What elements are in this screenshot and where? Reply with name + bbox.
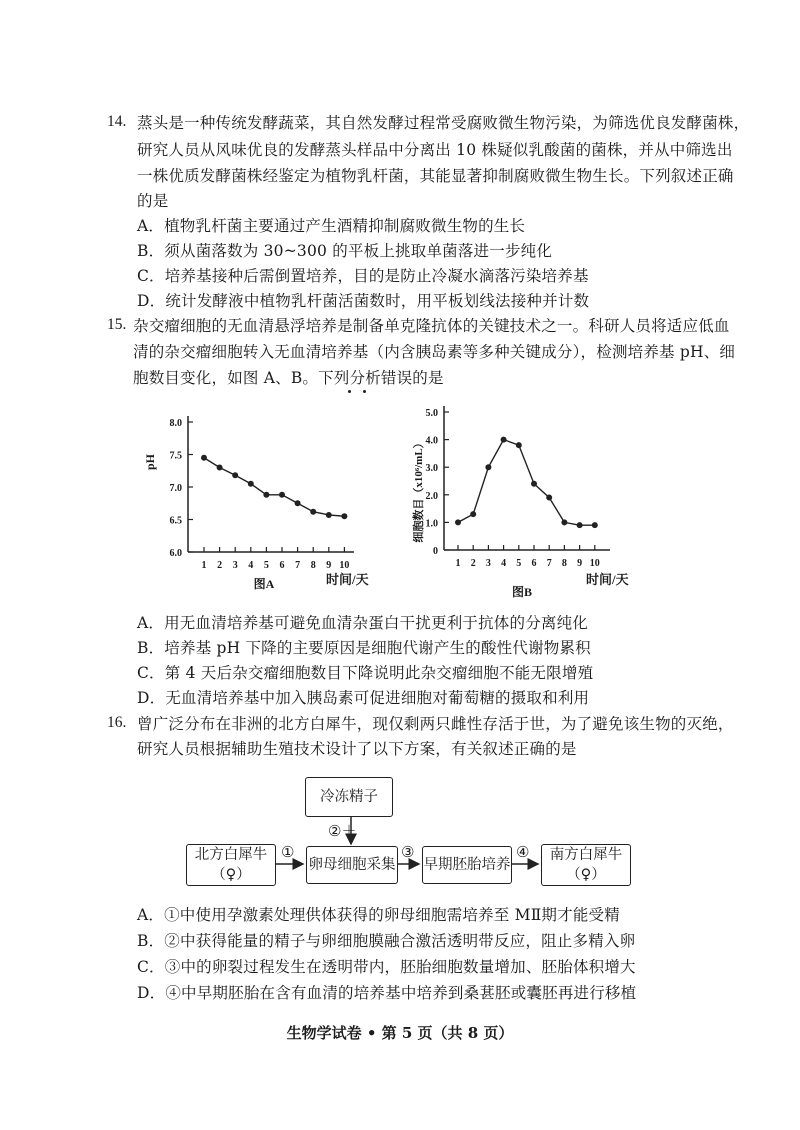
step-4-label: ④ <box>516 843 530 861</box>
y-tick-label: 7.5 <box>169 450 182 462</box>
x-tick-label: 4 <box>501 558 507 569</box>
data-point <box>577 522 583 528</box>
southern-rhino-box <box>541 844 631 886</box>
chart-a-ph <box>140 400 400 600</box>
early-embryo-box <box>422 846 512 884</box>
oocyte-collection-label: 卵母细胞采集 <box>308 857 396 873</box>
data-point <box>485 464 491 470</box>
data-point <box>455 519 461 525</box>
q16-option-a: A．①中使用孕激素处理供体获得的卵母细胞需培养至 MⅡ期才能受精 <box>137 906 620 924</box>
x-tick-label: 10 <box>589 558 600 569</box>
q14-number: 14. <box>107 113 127 130</box>
data-point <box>310 509 316 515</box>
y-axis-label: pH <box>143 453 157 471</box>
chart-title: 图A <box>253 577 275 591</box>
data-point <box>501 437 507 443</box>
series-line <box>458 440 595 526</box>
data-point <box>531 481 537 487</box>
chart-b-cell-count <box>408 400 668 600</box>
y-tick-label: 1.0 <box>425 518 438 530</box>
early-embryo-label: 早期胚胎培养 <box>423 857 511 873</box>
q16-stem-line-1: 曾广泛分布在非洲的北方白犀牛，现仅剩两只雌性存活于世，为了避免该生物的灭绝， <box>137 715 734 733</box>
q15-stem-line-2: 清的杂交瘤细胞转入无血清培养基（内含胰岛素等多种关键成分），检测培养基 pH、细 <box>133 343 736 361</box>
data-point <box>546 495 552 501</box>
x-tick-label: 9 <box>577 558 583 569</box>
x-tick-label: 7 <box>295 560 301 571</box>
data-point <box>561 519 567 525</box>
data-point <box>295 500 301 506</box>
data-point <box>263 492 269 498</box>
x-axis-label: 时间/天 <box>326 572 369 587</box>
q15-stem-line-1: 杂交瘤细胞的无血清悬浮培养是制备单克隆抗体的关键技术之一。科研人员将适应低血 <box>133 317 730 335</box>
x-tick-label: 1 <box>455 558 461 569</box>
x-tick-label: 3 <box>232 560 238 571</box>
x-tick-label: 5 <box>263 560 269 571</box>
q14-option-b: B．须从菌落数为 30~300 的平板上挑取单菌落进一步纯化 <box>137 242 553 260</box>
y-tick-label: 5.0 <box>425 408 438 419</box>
y-tick-label: 6.0 <box>169 548 182 559</box>
q16-number: 16. <box>107 714 127 731</box>
q14-option-d: D．统计发酵液中植物乳杆菌活菌数时，用平板划线法接种并计数 <box>137 292 590 310</box>
x-tick-label: 2 <box>217 560 223 571</box>
x-tick-label: 8 <box>310 560 316 571</box>
q15-option-d: D．无血清培养基中加入胰岛素可促进细胞对葡萄糖的摄取和利用 <box>137 689 590 707</box>
q15-option-b: B．培养基 pH 下降的主要原因是细胞代谢产生的酸性代谢物累积 <box>137 639 591 657</box>
x-tick-label: 8 <box>561 558 567 569</box>
y-tick-label: 8.0 <box>169 418 182 429</box>
q16-option-d: D．④中早期胚胎在含有血清的培养基中培养到桑葚胚或囊胚再进行移植 <box>137 984 637 1002</box>
data-point <box>248 481 254 487</box>
northern-rhino-name: 北方白犀牛 <box>194 847 268 863</box>
q14-option-c: C．培养基接种后需倒置培养，目的是防止冷凝水滴落污染培养基 <box>137 267 589 285</box>
step-1-label: ① <box>281 843 295 861</box>
chart-title: 图B <box>511 585 533 599</box>
q16-option-b: B．②中获得能量的精子与卵细胞膜融合激活透明带反应，阻止多精入卵 <box>137 932 636 950</box>
q14-stem-line-2: 研究人员从风味优良的发酵蒸头样品中分离出 10 株疑似乳酸菌的菌株，并从中筛选出 <box>137 141 733 159</box>
x-axis-label: 时间/天 <box>586 572 629 587</box>
step-2-label: ②＋ <box>328 822 357 840</box>
x-tick-label: 4 <box>248 560 254 571</box>
y-tick-label: 3.0 <box>425 463 438 475</box>
y-tick-label: 4.0 <box>425 435 438 447</box>
q14-option-a: A．植物乳杆菌主要通过产生酒精抑制腐败微生物的生长 <box>137 217 526 235</box>
q15-option-c: C．第 4 天后杂交瘤细胞数目下降说明此杂交瘤细胞不能无限增殖 <box>137 664 594 682</box>
q15-stem-line-3: 胞数目变化，如图 A、B。下列分析错误的是 <box>133 369 444 387</box>
frozen-sperm-box <box>305 777 393 817</box>
page-footer: 生物学试卷 • 第 5 页（共 8 页） <box>286 1024 514 1042</box>
emphasis-dot <box>348 390 351 393</box>
q15-number: 15. <box>107 316 127 333</box>
y-tick-label: 6.5 <box>169 515 182 527</box>
data-point <box>201 455 207 461</box>
x-tick-label: 2 <box>470 558 476 569</box>
step-3-label: ③ <box>401 843 415 861</box>
y-tick-label: 2.0 <box>425 490 438 502</box>
y-tick-label: 0 <box>433 546 438 557</box>
southern-rhino-sex: （♀） <box>566 867 606 883</box>
x-tick-label: 6 <box>279 560 285 571</box>
oocyte-collection-box <box>306 846 398 884</box>
data-point <box>279 492 285 498</box>
x-tick-label: 9 <box>326 560 332 571</box>
y-axis-label: 细胞数目（x10⁶/mL） <box>413 437 425 543</box>
q16-stem-line-2: 研究人员根据辅助生殖技术设计了以下方案，有关叙述正确的是 <box>137 740 577 758</box>
data-point <box>592 522 598 528</box>
q14-stem-line-4: 的是 <box>137 192 169 210</box>
northern-rhino-box <box>186 844 276 886</box>
data-point <box>470 511 476 517</box>
data-point <box>341 513 347 519</box>
emphasis-dot <box>363 390 366 393</box>
southern-rhino-name: 南方白犀牛 <box>549 847 623 863</box>
data-point <box>217 465 223 471</box>
x-tick-label: 5 <box>516 558 522 569</box>
y-tick-label: 7.0 <box>169 483 182 494</box>
data-point <box>326 512 332 518</box>
q16-option-c: C．③中的卵裂过程发生在透明带内，胚胎细胞数量增加、胚胎体积增大 <box>137 958 636 976</box>
q14-stem-line-1: 蒸头是一种传统发酵蔬菜，其自然发酵过程常受腐败微生物污染，为筛选优良发酵菌株， <box>137 114 750 132</box>
x-tick-label: 6 <box>531 558 537 569</box>
data-point <box>516 442 522 448</box>
x-tick-label: 7 <box>546 558 552 569</box>
q14-stem-line-3: 一株优质发酵菌株经鉴定为植物乳杆菌，其能显著抑制腐败微生物生长。下列叙述正确 <box>137 167 734 185</box>
x-tick-label: 1 <box>201 560 207 571</box>
q15-option-a: A．用无血清培养基可避免血清杂蛋白干扰更利于抗体的分离纯化 <box>137 614 588 632</box>
northern-rhino-sex: （♀） <box>211 867 251 883</box>
x-tick-label: 3 <box>485 558 491 569</box>
data-point <box>232 472 238 478</box>
series-line <box>204 458 344 517</box>
x-tick-label: 10 <box>339 560 350 571</box>
frozen-sperm-label: 冷冻精子 <box>320 789 378 805</box>
